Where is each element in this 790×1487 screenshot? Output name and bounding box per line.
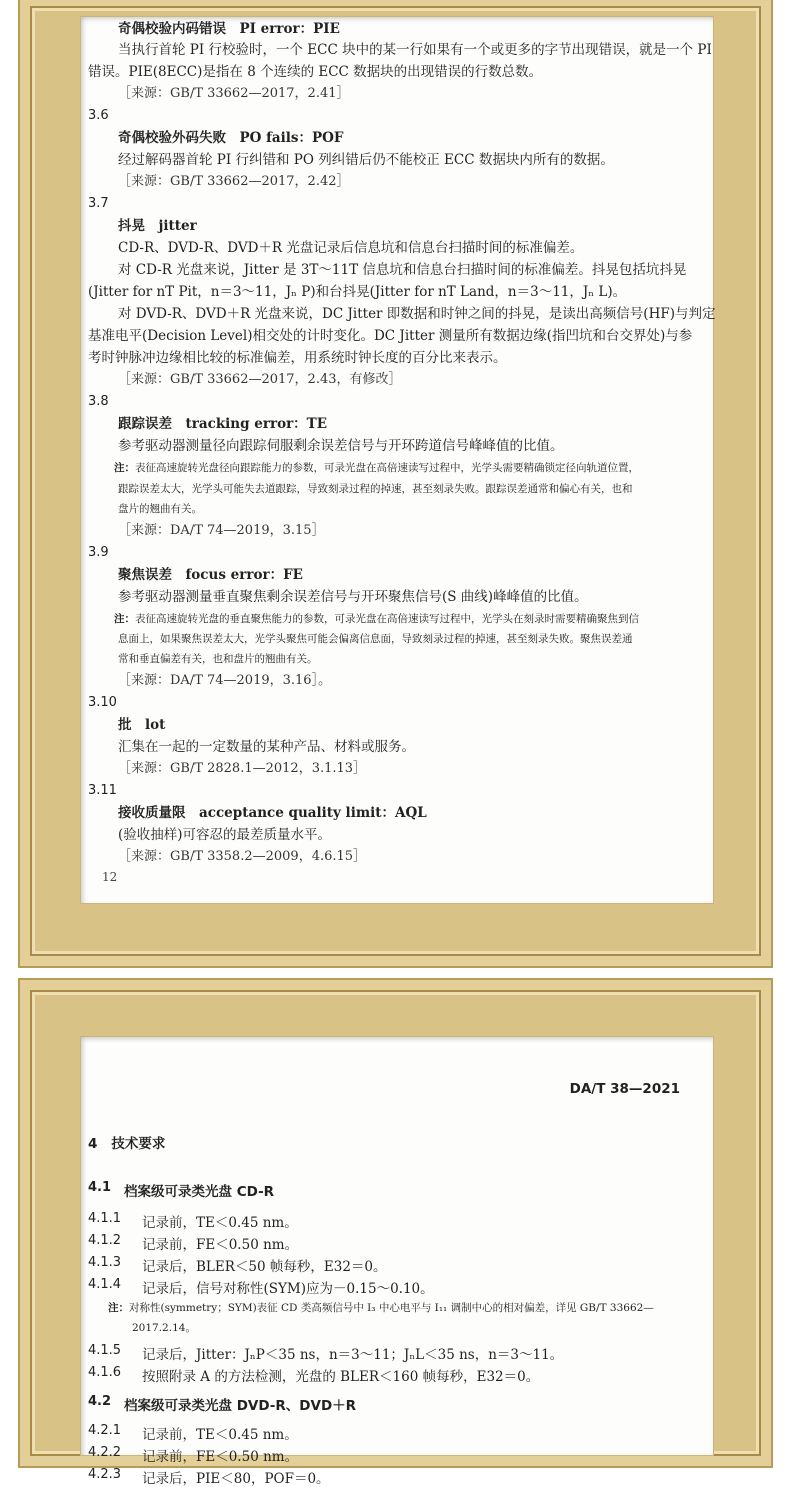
clause-number: [88, 543, 109, 563]
paragraph-line: [88, 348, 507, 368]
subsection-title: 档案级可录类光盘 CD-R: [124, 1184, 275, 1200]
clause-number: [88, 392, 109, 412]
requirement-item: [80, 1343, 714, 1363]
clause-number: 4.2.2: [88, 1445, 122, 1460]
term-heading: [118, 216, 197, 236]
subsection-heading: [80, 1180, 714, 1200]
note-line: [118, 629, 633, 649]
clause-number: 4.1.6: [88, 1365, 122, 1380]
paragraph-line: [118, 825, 331, 845]
note-line: [114, 458, 639, 478]
line-text: (Jitter for nT Pit，n＝3～11，Jₙ P)和台抖晃(Jitter for nT Land，n＝3～11，Jₙ L)。: [88, 284, 627, 300]
paragraph-line: [118, 150, 614, 170]
line-text: (验收抽样)可容忍的最差质量水平。: [118, 827, 332, 843]
requirement-text: 记录前，TE＜0.45 nm。: [142, 1215, 298, 1231]
note-line: [118, 649, 318, 669]
requirement-text: 记录后，PIE＜80，POF＝0。: [142, 1471, 330, 1487]
page-number: 12: [102, 870, 118, 884]
clause-number: [88, 693, 117, 713]
line-text: ［来源：GB/T 33662—2017，2.43，有修改］: [118, 372, 402, 387]
document-page-13: [80, 1036, 714, 1487]
paragraph-line: [118, 436, 564, 456]
line-text: 抖晃 jitter: [118, 218, 197, 234]
requirement-text: 记录前，FE＜0.50 nm。: [142, 1237, 299, 1253]
term-heading: [118, 128, 344, 148]
requirement-item: [80, 1211, 714, 1231]
line-text: 3.9: [88, 545, 109, 560]
source-citation: [118, 172, 350, 192]
line-text: 3.7: [88, 196, 109, 211]
paragraph-line: [88, 282, 626, 302]
source-citation: [118, 847, 366, 867]
line-text: CD-R、DVD-R、DVD＋R 光盘记录后信息坑和信息台扫描时间的标准偏差。: [118, 240, 584, 256]
term-heading: [118, 19, 340, 39]
line-text: 3.11: [88, 783, 117, 798]
line-text: 对 DVD-R、DVD＋R 光盘来说，DC Jitter 即数据和时钟之间的抖晃，是读出高频信号(HF)与判定: [118, 306, 716, 322]
paragraph-line: [118, 40, 712, 60]
note-line: [80, 1298, 714, 1318]
line-text: 参考驱动器测量径向跟踪伺服剩余误差信号与开环跨道信号峰峰值的比值。: [118, 438, 564, 454]
requirement-item: [80, 1365, 714, 1385]
line-text: 当执行首轮 PI 行校验时，一个 ECC 块中的某一行如果有一个或更多的字节出现错误，就是一个 PI: [118, 42, 712, 58]
term-heading: [118, 715, 165, 735]
line-text: 盘片的翘曲有关。: [118, 503, 202, 515]
line-text: 基准电平(Decision Level)相交处的计时变化。DC Jitter 测量所有数据边缘(指凹坑和台交界处)与参: [88, 328, 693, 344]
paragraph-line: [118, 737, 415, 757]
clause-number: 4.2: [88, 1394, 112, 1409]
requirement-text: 记录后，Jitter：JₙP＜35 ns，n＝3～11；JₙL＜35 ns，n＝3～11。: [142, 1347, 564, 1363]
term-heading: [118, 565, 303, 585]
line-text: 汇集在一起的一定数量的某种产品、材料或服务。: [118, 739, 415, 755]
requirement-text: 记录后，信号对称性(SYM)应为－0.15～0.10。: [142, 1281, 434, 1297]
clause-number: 4.1.5: [88, 1343, 122, 1358]
clause-number: 4.1.4: [88, 1277, 122, 1292]
requirement-text: 记录后，BLER＜50 帧每秒，E32＝0。: [142, 1259, 387, 1275]
frame-bevel: [30, 990, 761, 1487]
line-text: 聚焦误差 focus error：FE: [118, 567, 303, 583]
line-text: 奇偶校验外码失败 PO fails：POF: [118, 130, 344, 146]
line-text: ［来源：GB/T 33662—2017，2.42］: [118, 174, 350, 189]
line-text: 跟踪误差 tracking error：TE: [118, 416, 328, 432]
term-heading: [118, 803, 427, 823]
requirement-item: [80, 1467, 714, 1487]
line-text: ［来源：DA/T 74—2019，3.15］: [118, 523, 325, 538]
source-citation: [118, 370, 402, 390]
requirement-text: 按照附录 A 的方法检测，光盘的 BLER＜160 帧每秒，E32＝0。: [142, 1369, 540, 1385]
note-text: [108, 1298, 654, 1318]
line-text: 表征高速旋转光盘径向跟踪能力的参数，可录光盘在高倍速读写过程中，光学头需要精确锁定径向轨道位置，: [135, 462, 639, 474]
note-label: 注：: [114, 462, 135, 474]
line-text: 考时钟脉冲边缘相比较的标准偏差，用系统时钟长度的百分比来表示。: [88, 350, 507, 366]
paragraph-line: [118, 238, 583, 258]
note-line: [114, 609, 639, 629]
standard-header: DA/T 38—2021: [569, 1081, 680, 1097]
line-text: 对 CD-R 光盘来说，Jitter 是 3T～11T 信息坑和信息台扫描时间的标准偏差。抖晃包括坑抖晃: [118, 262, 687, 278]
line-text: ［来源：GB/T 2828.1—2012，3.1.13］: [118, 761, 367, 776]
clause-number: [88, 781, 117, 801]
clause-number: [88, 106, 109, 126]
line-text: 3.6: [88, 108, 109, 123]
source-citation: [118, 671, 331, 691]
paragraph-line: [118, 587, 588, 607]
requirement-text: 记录前，TE＜0.45 nm。: [142, 1427, 298, 1443]
clause-number: 4.1: [88, 1180, 112, 1195]
line-text: 批 lot: [118, 717, 166, 733]
note-label: 注：: [108, 1302, 129, 1314]
clause-number: 4.1.3: [88, 1255, 122, 1270]
line-text: 3.10: [88, 695, 117, 710]
subsection-heading: [80, 1394, 714, 1414]
requirement-item: [80, 1233, 714, 1253]
paragraph-line: [88, 326, 692, 346]
line-text: ［来源：GB/T 33662—2017，2.41］: [118, 86, 350, 101]
note-line: [118, 479, 633, 499]
note-label: 注：: [114, 613, 135, 625]
clause-number: 4.2.3: [88, 1467, 122, 1482]
line-text: 2017.2.14。: [132, 1322, 196, 1334]
line-text: 跟踪误差太大，光学头可能失去道跟踪，导致刻录过程的掉速，甚至刻录失败。跟踪误差通常和偏心有关，也和: [118, 483, 633, 495]
line-text: 常和垂直偏差有关，也和盘片的翘曲有关。: [118, 653, 318, 665]
subsection-title: 档案级可录类光盘 DVD-R、DVD＋R: [124, 1398, 357, 1414]
requirement-item: [80, 1445, 714, 1465]
line-text: 接收质量限 acceptance quality limit：AQL: [118, 805, 427, 821]
source-citation: [118, 759, 366, 779]
clause-number: 4.1.2: [88, 1233, 122, 1248]
requirement-item: [80, 1423, 714, 1443]
term-heading: [118, 414, 327, 434]
section-title: 技术要求: [111, 1136, 166, 1152]
requirement-item: [80, 1255, 714, 1275]
paragraph-line: [88, 62, 542, 82]
document-page-12: [80, 16, 714, 904]
note-line: [80, 1318, 714, 1338]
line-text: 息面上，如果聚焦误差太大，光学头聚焦可能会偏离信息面，导致刻录过程的掉速，甚至刻录失败。聚焦误差通: [118, 633, 633, 645]
line-text: 错误。PIE(8ECC)是指在 8 个连续的 ECC 数据块的出现错误的行数总数。: [88, 64, 543, 80]
picture-frame-top: [18, 0, 773, 968]
line-text: 表征高速旋转光盘的垂直聚焦能力的参数，可录光盘在高倍速读写过程中，光学头在刻录时需要精确聚焦到信: [135, 613, 639, 625]
requirement-item: [80, 1277, 714, 1297]
paragraph-line: [118, 304, 715, 324]
clause-number: 4.1.1: [88, 1211, 122, 1226]
section-heading: [88, 1134, 165, 1154]
clause-number: 4.2.1: [88, 1423, 122, 1438]
note-text: [132, 1318, 196, 1338]
line-text: ［来源：GB/T 3358.2—2009，4.6.15］: [118, 849, 367, 864]
requirement-text: 记录前，FE＜0.50 nm。: [142, 1449, 299, 1465]
line-text: 3.8: [88, 394, 109, 409]
frame-bevel: [30, 6, 761, 956]
line-text: 对称性(symmetry；SYM)表征 CD 类高频信号中 I₃ 中心电平与 I₁₁ 调制中心的相对偏差，详见 GB/T 33662—: [129, 1302, 654, 1314]
paragraph-line: [118, 260, 686, 280]
section-number: 4: [88, 1136, 98, 1152]
line-text: 经过解码器首轮 PI 行纠错和 PO 列纠错后仍不能校正 ECC 数据块内所有的数据。: [118, 152, 614, 168]
line-text: 参考驱动器测量垂直聚焦剩余误差信号与开环聚焦信号(S 曲线)峰峰值的比值。: [118, 589, 588, 605]
note-line: [118, 499, 202, 519]
picture-frame-bottom: [18, 978, 773, 1487]
line-text: 奇偶校验内码错误 PI error：PIE: [118, 21, 340, 37]
line-text: ［来源：DA/T 74—2019，3.16］。: [118, 673, 332, 688]
source-citation: [118, 521, 325, 541]
source-citation: [118, 84, 350, 104]
clause-number: [88, 194, 109, 214]
